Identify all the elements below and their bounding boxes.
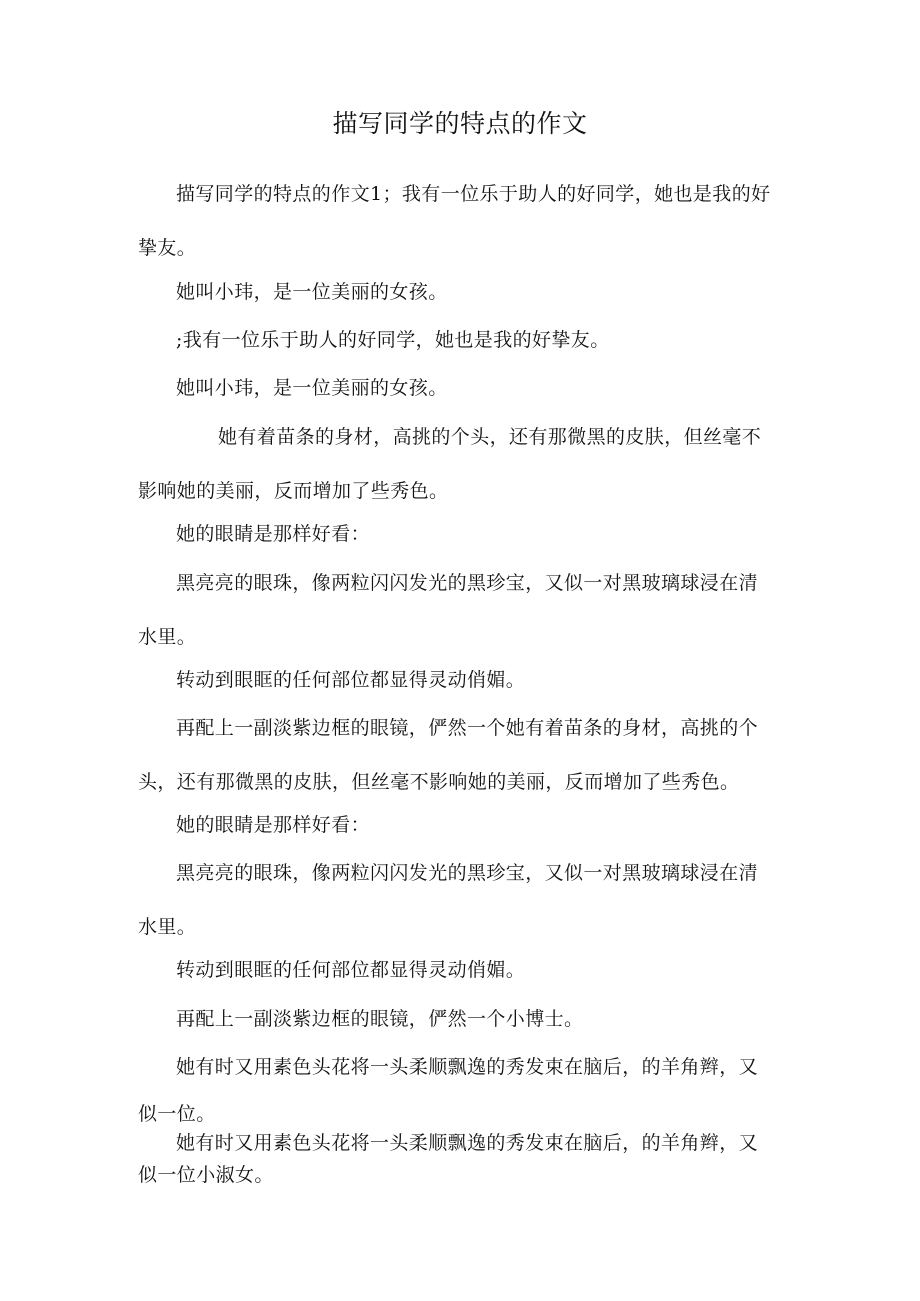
paragraph-line: 她叫小玮，是一位美丽的女孩。 xyxy=(176,377,448,399)
paragraph-line: 转动到眼眶的任何部位都显得灵动俏媚。 xyxy=(176,959,526,981)
paragraph-line: 她有着苗条的身材，高挑的个头，还有那微黑的皮肤，但丝毫不 xyxy=(218,426,762,448)
paragraph-line: 影响她的美丽，反而增加了些秀色。 xyxy=(138,480,449,502)
paragraph-line: 水里。 xyxy=(138,916,197,938)
paragraph xyxy=(138,410,786,518)
paragraph-line: 水里。 xyxy=(138,626,197,648)
paragraph-line: 黑亮亮的眼珠，像两粒闪闪发光的黑珍宝，又似一对黑玻璃球浸在清 xyxy=(176,572,759,594)
paragraph xyxy=(138,701,786,809)
paragraph-line: 再配上一副淡紫边框的眼镜，俨然一个小博士。 xyxy=(176,1008,584,1030)
paragraph xyxy=(138,167,786,275)
paragraph-line: 描写同学的特点的作文1；我有一位乐于助人的好同学，她也是我的好 xyxy=(176,183,771,205)
paragraph-line: 似一位。 xyxy=(138,1103,216,1125)
paragraph-line: 她叫小玮，是一位美丽的女孩。 xyxy=(176,281,448,303)
paragraph-line: ;我有一位乐于助人的好同学，她也是我的好挚友。 xyxy=(176,329,610,351)
paragraph xyxy=(138,361,786,415)
paragraph xyxy=(138,653,786,707)
paragraph xyxy=(138,798,786,852)
paragraph xyxy=(138,556,786,664)
paragraph xyxy=(138,265,786,319)
paragraph-line: 再配上一副淡紫边框的眼镜，俨然一个她有着苗条的身材，高挑的个 xyxy=(176,717,759,739)
paragraph xyxy=(138,1127,786,1191)
paragraph xyxy=(138,1040,786,1134)
document-title: 描写同学的特点的作文 xyxy=(332,109,588,138)
paragraph-line: 挚友。 xyxy=(138,237,197,259)
paragraph xyxy=(138,313,786,367)
paragraph-line: 似一位小淑女。 xyxy=(138,1164,274,1186)
paragraph-line: 她有时又用素色头花将一头柔顺飘逸的秀发束在脑后，的羊角辫，又 xyxy=(176,1056,759,1078)
paragraph-line: 她有时又用素色头花将一头柔顺飘逸的秀发束在脑后，的羊角辫，又 xyxy=(176,1132,759,1154)
paragraph-line: 她的眼睛是那样好看： xyxy=(176,523,371,545)
paragraph xyxy=(138,992,786,1046)
paragraph xyxy=(138,507,786,561)
paragraph xyxy=(138,846,786,954)
paragraph-line: 头，还有那微黑的皮肤，但丝毫不影响她的美丽，反而增加了些秀色。 xyxy=(138,771,740,793)
paragraph-line: 转动到眼眶的任何部位都显得灵动俏媚。 xyxy=(176,669,526,691)
paragraph-line: 黑亮亮的眼珠，像两粒闪闪发光的黑珍宝，又似一对黑玻璃球浸在清 xyxy=(176,862,759,884)
paragraph xyxy=(138,943,786,997)
paragraph-line: 她的眼睛是那样好看： xyxy=(176,814,371,836)
